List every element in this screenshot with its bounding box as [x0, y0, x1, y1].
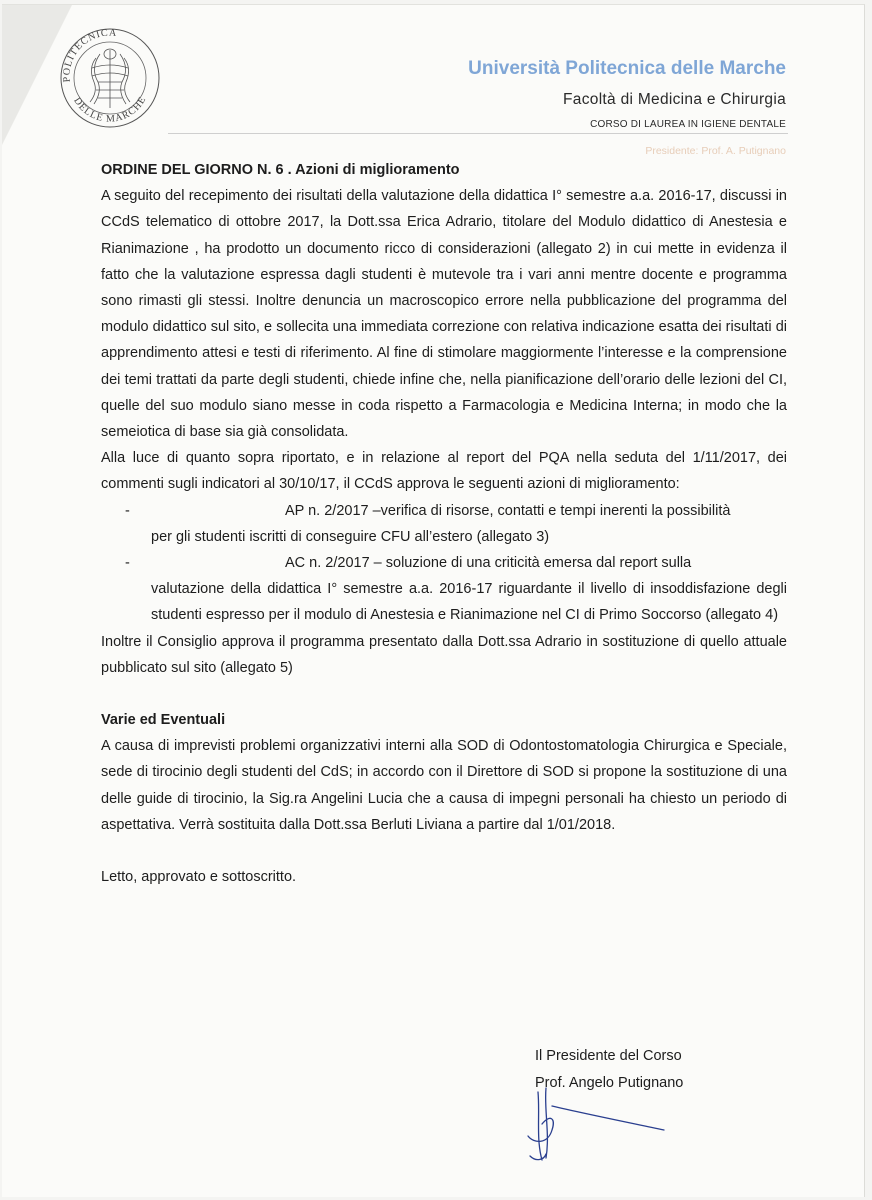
agenda-paragraph-2: Alla luce di quanto sopra riportato, e in relazione al report del PQA nella seduta del 1/11/2017, dei commenti sugli indicatori al 30/10/17, il CCdS approva le seguenti azioni di miglioramento: — [101, 450, 787, 493]
action-item-first-line: AP n. 2/2017 –verifica di risorse, contatti e tempi inerenti la possibilità — [285, 502, 731, 519]
faculty-name: Facoltà di Medicina e Chirurgia — [563, 91, 786, 108]
action-item — [101, 550, 787, 629]
president-line: Presidente: Prof. A. Putignano — [645, 145, 786, 157]
action-item-first-line: AC n. 2/2017 – soluzione di una criticità emersa dal report sulla — [285, 555, 692, 572]
university-name: Università Politecnica delle Marche — [468, 58, 786, 79]
document-body — [101, 157, 787, 890]
header-divider — [168, 133, 788, 134]
svg-text:DELLE MARCHE: DELLE MARCHE — [71, 94, 149, 125]
list-dash: - — [125, 502, 130, 519]
agenda-paragraph-1: A seguito del recepimento dei risultati della valutazione della didattica I° semestre a.a. 2016-17, discussi in CCdS telematico di ottobre 2017, la Dott.ssa Erica Adrario, titolare del Modulo didattico di Anestesia e Rianimazione , ha prodotto un documento ricco di considerazioni (allegato 2) in cui mette in evidenza il fatto che la valutazione espressa dagli studenti è mutevole tra i vari anni mentre docente e programma sono rimasti gli stessi. Inoltre denuncia un macroscopico errore nella pubblicazione del programma del modulo didattico sul sito, e sollecita una immediata correzione con relativa indicazione esatta dei risultati di apprendimento attesi e testi di riferimento. Al fine di stimolare maggiormente l’interesse e la comprensione dei temi trattati da parte degli studenti, chiede infine che, nella pianificazione dell’orario delle lezioni del CI, quelle del suo modulo siano messe in coda rispetto a Farmacologia e Medicina Interna; in modo che la semeiotica di base sia già consolidata. — [101, 188, 787, 441]
list-dash: - — [125, 555, 130, 572]
action-item-text: per gli studenti iscritti di conseguire CFU all’estero (allegato 3) — [151, 528, 550, 545]
signature-name: Prof. Angelo Putignano — [535, 1075, 684, 1091]
course-name: CORSO DI LAUREA IN IGIENE DENTALE — [590, 119, 786, 130]
varie-title: Varie ed Eventuali — [101, 712, 226, 729]
action-item-text: valutazione della didattica I° semestre a.a. 2016-17 riguardante il livello di insoddisfazione degli studenti espresso per il modulo di Anestesia e Rianimazione nel CI di Primo Soccorso (allegato 4) — [151, 581, 787, 624]
agenda-title: ORDINE DEL GIORNO N. 6 . Azioni di miglioramento — [101, 162, 460, 178]
university-seal — [52, 20, 164, 135]
svg-text:POLITECNICA: POLITECNICA — [61, 27, 118, 83]
action-item — [101, 498, 787, 550]
closing-statement: Letto, approvato e sottoscritto. — [101, 869, 297, 886]
agenda-paragraph-3: Inoltre il Consiglio approva il programma presentato dalla Dott.ssa Adrario in sostituzione di quello attuale pubblicato sul sito (allegato 5) — [101, 633, 787, 676]
handwritten-signature — [516, 1084, 676, 1164]
varie-paragraph: A causa di imprevisti problemi organizzativi interni alla SOD di Odontostomatologia Chirurgica e Speciale, sede di tirocinio degli studenti del CdS; in accordo con il Direttore di SOD si propone la sostituzione di una delle guide di tirocinio, la Sig.ra Angelini Lucia che a causa di impegni personali ha chiesto un periodo di aspettativa. Verrà sostituita dalla Dott.ssa Berluti Liviana a partire dal 1/01/2018. — [101, 738, 787, 833]
signature-role: Il Presidente del Corso — [535, 1048, 682, 1064]
